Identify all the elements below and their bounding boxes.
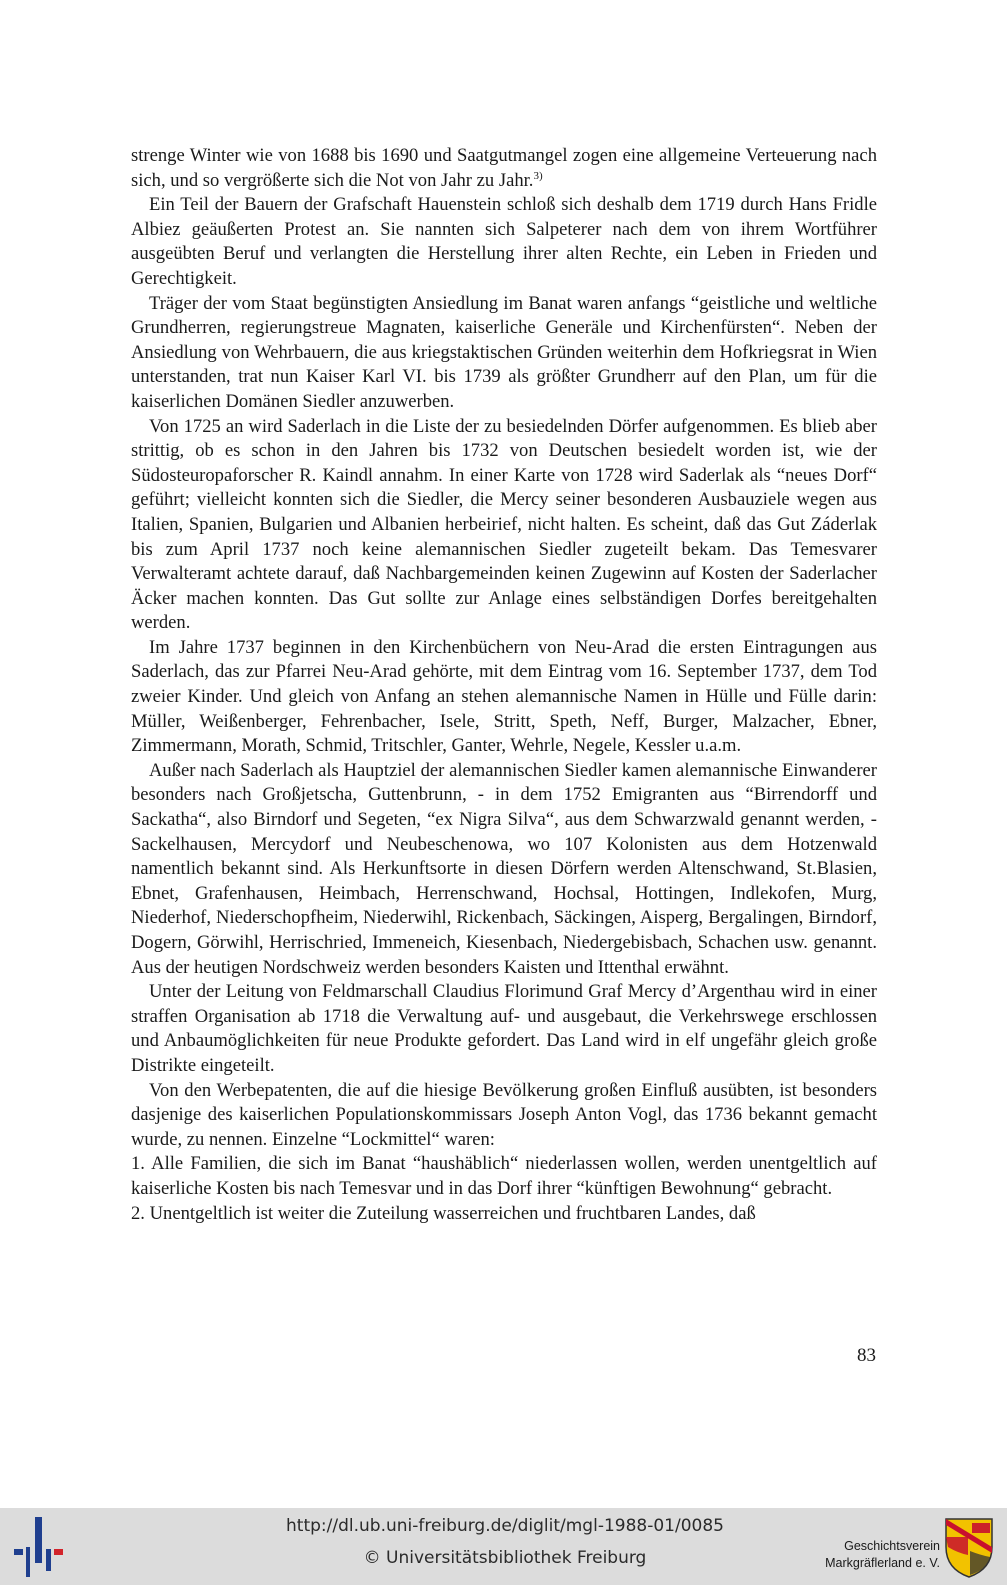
paragraph: Träger der vom Staat begünstigten Ansiedlung im Banat waren anfangs “geistliche und weltliche Grundherren, regierungstreue Magnaten, kaiserliche Generäle und Kirchenfürsten“. Neben der Ansiedlung von Wehrbauern, die aus kriegstaktischen Gründen weiterhin dem Hofkriegsrat in Wien unterstanden, trat nun Kaiser Karl VI. bis 1739 als größter Grundherr auf den Plan, um für die kaiserlichen Domänen Siedler anzuwerben. [131, 292, 877, 412]
paragraph: Ein Teil der Bauern der Grafschaft Hauenstein schloß sich deshalb dem 1719 durch Hans Fridle Albiez geäußerten Protest an. Sie nannten sich Salpeterer nach dem von ihrem Wortführer ausgeübten Beruf und verlangten die Herstellung ihrer alten Rechte, ein Leben in Frieden und Gerechtigkeit. [131, 194, 877, 289]
paragraph: Von 1725 an wird Saderlach in die Liste der zu besiedelnden Dörfer aufgenommen. Es blieb aber strittig, ob es schon in den Jahren bis 1732 von Deutschen besiedelt worden ist, wie der Südosteuropaforscher R. Kaindl annahm. In einer Karte von 1728 wird Saderlak als “neues Dorf“ geführt; vielleicht konnten sich die Siedler, die Mercy seiner besonderen Ausbauziele wegen aus Italien, Spanien, Bulgarien und Albanien herbeirief, nicht halten. Es scheint, daß das Gut Záderlak bis zum April 1737 noch keine alemannischen Siedler zugeteilt bekam. Das Temesvarer Verwalteramt achtete darauf, daß Nachbargemeinden keinen Zugewinn auf Kosten der Saderlacher Äcker machen konnten. Das Gut sollte zur Anlage eines selbständigen Dorfes bereitgehalten werden. [131, 415, 877, 634]
copyright-notice: © Universitätsbibliothek Freiburg [363, 1548, 647, 1568]
society-name-line1: Geschichtsverein [844, 1539, 940, 1553]
page-number: 83 [857, 1345, 876, 1366]
paragraph-text: strenge Winter wie von 1688 bis 1690 und Saatgutmangel zogen eine allgemeine Verteuerung nach sich, und so vergrößerte sich die Not von Jahr zu Jahr. [131, 145, 877, 191]
paragraph: Außer nach Saderlach als Hauptziel der alemannischen Siedler kamen alemannische Einwanderer besonders nach Großjetscha, Guttenbrunn, - in dem 1752 Emigranten aus “Birrendorff und Sackatha“, also Birndorf und Segeten, “ex Nigra Silva“, aus dem Schwarzwald genannt werden, - Sackelhausen, Mercydorf und Neubeschenowa, wo 107 Kolonisten aus dem Hotzenwald namentlich bekannt sind. Als Herkunftsorte in diesen Dörfern werden Altenschwand, St.Blasien, Ebnet, Grafenhausen, Heimbach, Herrenschwand, Hochsal, Hottingen, Indlekofen, Murg, Niederhof, Niederschopfheim, Niederwihl, Rickenbach, Säckingen, Aisperg, Bergalingen, Birndorf, Dogern, Görwihl, Herrischried, Immeneich, Kiesenbach, Niedergebisbach, Schachen usw. genannt. Aus der heutigen Nordschweiz werden besonders Kaisten und Ittenthal erwähnt. [131, 759, 877, 978]
ub-freiburg-logo-icon[interactable] [14, 1517, 64, 1577]
society-name [800, 1538, 940, 1572]
paragraph: Von den Werbepatenten, die auf die hiesige Bevölkerung großen Einfluß ausübten, ist besonders dasjenige des kaiserlichen Populationskommissars Joseph Anton Vogl, das 1736 bekannt gemacht wurde, zu nennen. Einzelne “Lockmittel“ waren: [131, 1079, 877, 1150]
coat-of-arms-icon[interactable] [944, 1517, 994, 1579]
list-item: 2. Unentgeltlich ist weiter die Zuteilung wasserreichen und fruchtbaren Landes, daß [131, 1202, 756, 1224]
footnote-reference[interactable]: 3) [533, 169, 543, 182]
page-body [131, 144, 877, 1226]
list-item: 1. Alle Familien, die sich im Banat “haushäblich“ niederlassen wollen, werden unentgeltlich auf kaiserliche Kosten bis nach Temesvar und in das Dorf ihrer “künftigen Bewohnung“ gebracht. [131, 1153, 877, 1199]
document-url-link[interactable]: http://dl.ub.uni-freiburg.de/diglit/mgl-1988-01/0085 [286, 1516, 724, 1536]
paragraph: Im Jahre 1737 beginnen in den Kirchenbüchern von Neu-Arad die ersten Eintragungen aus Saderlach, das zur Pfarrei Neu-Arad gehörte, mit dem Eintrag vom 16. September 1737, dem Tod zweier Kinder. Und gleich von Anfang an stehen alemannische Namen in Hülle und Fülle darin: Müller, Weißenberger, Fehrenbacher, Isele, Stritt, Speth, Neff, Burger, Malzacher, Ebner, Zimmermann, Morath, Schmid, Tritschler, Ganter, Wehrle, Negele, Kessler u.a.m. [131, 636, 877, 757]
society-name-line2: Markgräflerland e. V. [825, 1556, 940, 1570]
paragraph: Unter der Leitung von Feldmarschall Claudius Florimund Graf Mercy d’Argenthau wird in einer straffen Organisation ab 1718 die Verwaltung auf- und ausgebaut, die Verkehrswege erschlossen und Anbaumöglichkeiten für neue Produkte gefordert. Das Land wird in elf ungefähr gleich große Distrikte eingeteilt. [131, 981, 877, 1076]
paragraph [131, 144, 877, 193]
